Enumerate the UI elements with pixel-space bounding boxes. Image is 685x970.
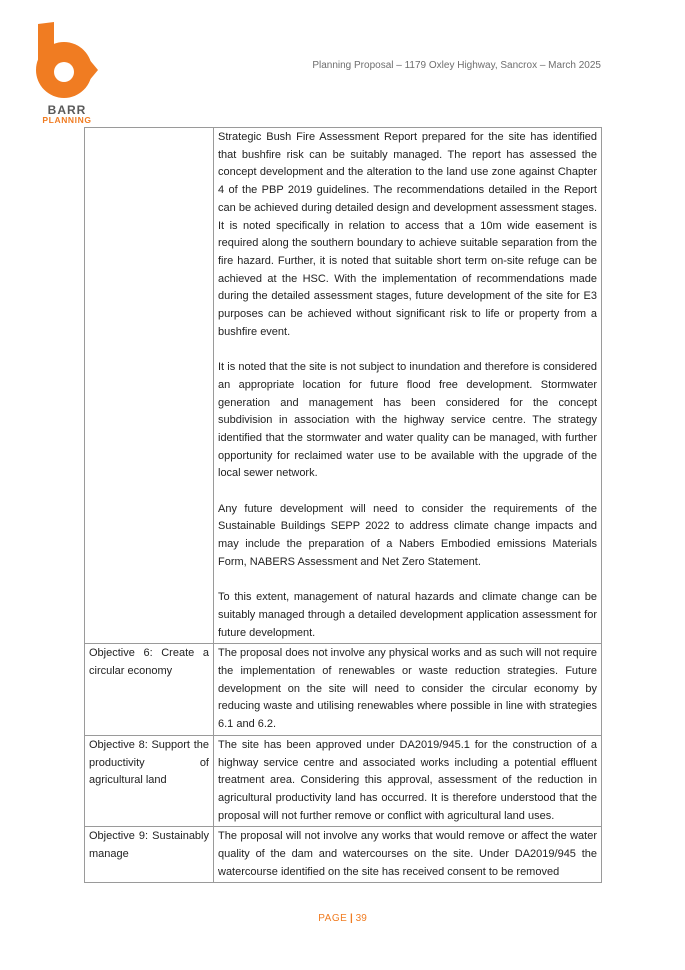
response-paragraph: To this extent, management of natural hazards and climate change can be suitably managed through a detailed development application assessment for future development. — [218, 591, 597, 639]
response-paragraph: Any future development will need to consider the requirements of the Sustainable Buildings SEPP 2022 to address climate change impacts and may include the preparation of a Nabers Embodied emissions Materials Form, NABERS Assessment and Net Zero Statement. — [218, 502, 597, 568]
page-footer — [0, 913, 685, 924]
response-paragraph: The proposal will not involve any works that would remove or affect the water quality of the dam and watercourses on the site. Under DA2019/945 the watercourse identified on the site has received consent to be removed — [218, 830, 597, 878]
logo-b-counter — [54, 62, 74, 82]
logo-b-point — [78, 46, 98, 94]
table-row — [85, 827, 602, 883]
page-number: 39 — [355, 913, 367, 924]
logo-wordmark — [36, 104, 98, 125]
page-label: PAGE — [318, 913, 348, 924]
response-paragraph: The site has been approved under DA2019/945.1 for the construction of a highway service centre and associated works including a potential effluent treatment area. Considering this approval, assessment of the reduction in agricultural productivity land has occurred. It is therefore understood that the proposal will not further remove or conflict with agricultural land uses. — [218, 738, 597, 822]
response-cell — [214, 128, 602, 644]
page-separator: | — [350, 913, 353, 924]
table-row — [85, 128, 602, 644]
response-paragraph: Strategic Bush Fire Assessment Report prepared for the site has identified that bushfire risk can be suitably managed. The report has assessed the concept development and the alteration to the land use zone against Chapter 4 of the PBP 2019 guidelines. The recommendations detailed in the Report can be achieved during detailed design and development assessment stages. It is noted specifically in relation to access that a 10m wide easement is required along the southern boundary to achieve suitable separation from the fire hazard. Further, it is noted that suitable short term on-site refuge can be achieved at the HSC. With the implementation of recommendations made during the detailed assessment stages, future development of the site for E3 purposes can be achieved without significant risk to life or property from a bushfire event. — [218, 131, 597, 338]
response-paragraph: The proposal does not involve any physical works and as such will not require the implementation of renewables or waste reduction strategies. Future development on the site will need to consider the circular economy by reducing waste and utilising renewables where possible in line with strategies 6.1 and 6.2. — [218, 647, 597, 731]
objective-cell: Objective 8: Support the productivity of agricultural land — [85, 735, 214, 827]
response-cell — [214, 735, 602, 827]
document-header: Planning Proposal – 1179 Oxley Highway, Sancrox – March 2025 — [312, 60, 601, 71]
response-cell — [214, 827, 602, 883]
objective-cell: Objective 6: Create a circular economy — [85, 644, 214, 736]
table-row — [85, 735, 602, 827]
logo-name-planning: PLANNING — [42, 115, 92, 125]
logo-name-barr: BARR — [47, 103, 87, 117]
objective-cell: Objective 9: Sustainably manage — [85, 827, 214, 883]
response-paragraph: It is noted that the site is not subject to inundation and therefore is considered an appropriate location for future flood free development. Stormwater generation and management has been considered for the concept subdivision in association with the highway service centre. The strategy identified that the stormwater and water quality can be managed, with further opportunity for reclaimed water use to be available with the upgrade of the local sewer network. — [218, 361, 597, 480]
objective-cell — [85, 128, 214, 644]
strategy-assessment-table — [84, 127, 602, 883]
response-cell — [214, 644, 602, 736]
table-row — [85, 644, 602, 736]
